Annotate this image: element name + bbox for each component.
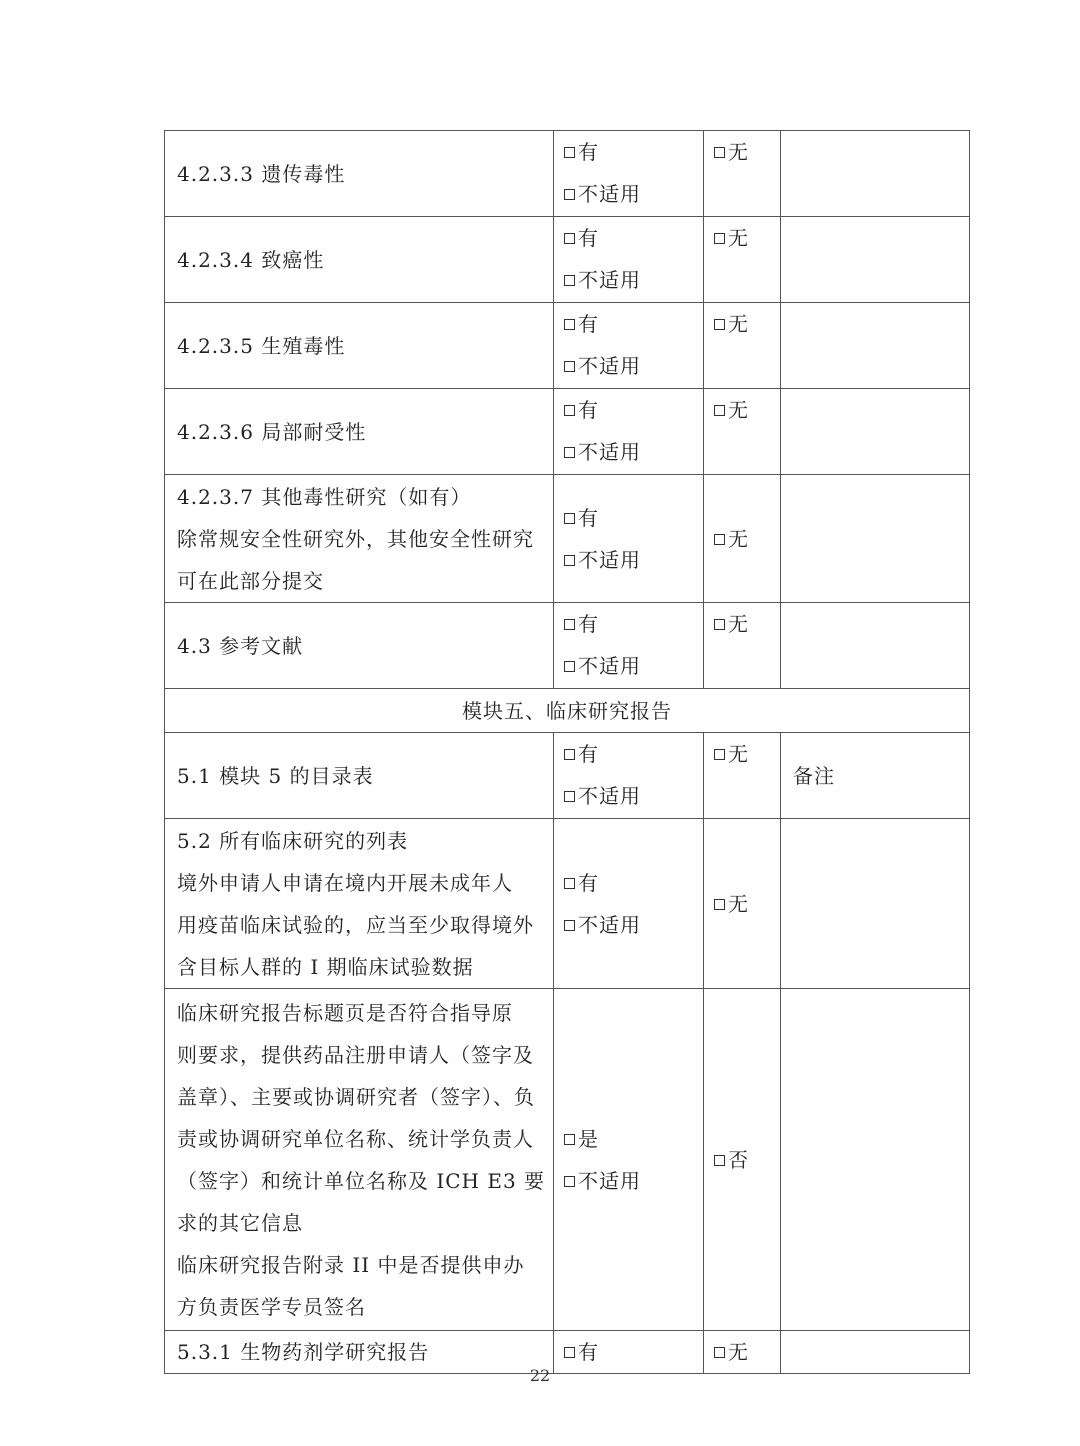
- item-cell: [165, 475, 554, 603]
- option-yes[interactable]: [564, 217, 693, 259]
- checkbox-icon: [564, 749, 575, 760]
- item-text: 4.2.3.6 局部耐受性: [177, 419, 367, 444]
- checkbox-icon: [564, 513, 575, 524]
- option-not-applicable[interactable]: [564, 345, 693, 387]
- option-yes[interactable]: [564, 1118, 693, 1160]
- option-no[interactable]: [714, 883, 770, 925]
- option-label: 无: [728, 891, 749, 916]
- checkbox-icon: [564, 555, 575, 566]
- table-row: [165, 303, 970, 389]
- table-row: [165, 131, 970, 217]
- note-cell: [781, 475, 970, 603]
- item-text: 用疫苗临床试验的，应当至少取得境外: [177, 912, 534, 937]
- option-cell: [554, 217, 704, 303]
- option-label: 无: [728, 398, 749, 422]
- checkbox-icon: [714, 619, 725, 630]
- option-label: 无: [728, 226, 749, 250]
- option-label: 无: [728, 1340, 749, 1364]
- item-text: 求的其它信息: [177, 1210, 303, 1235]
- option-yes[interactable]: [564, 603, 693, 645]
- option-not-applicable[interactable]: [564, 173, 693, 215]
- option-label: 无: [728, 140, 749, 164]
- option-not-applicable[interactable]: [564, 539, 693, 581]
- checkbox-icon: [564, 619, 575, 630]
- item-text: 临床研究报告标题页是否符合指导原: [177, 1000, 513, 1025]
- table-row: [165, 603, 970, 689]
- item-text: （签字）和统计单位名称及 ICH E3 要: [177, 1168, 546, 1193]
- option-no[interactable]: [714, 518, 770, 560]
- checkbox-icon: [564, 447, 575, 458]
- note-cell: [781, 217, 970, 303]
- option-cell: [554, 603, 704, 689]
- option-label: 无: [728, 526, 749, 551]
- checkbox-icon: [714, 319, 725, 330]
- option-cell: [704, 475, 781, 603]
- option-cell: [704, 603, 781, 689]
- table-row: [165, 389, 970, 475]
- option-label: 有: [578, 612, 599, 636]
- checkbox-icon: [564, 1347, 575, 1358]
- option-yes[interactable]: [564, 733, 693, 775]
- option-label: 不适用: [578, 182, 641, 206]
- checkbox-icon: [714, 147, 725, 158]
- option-label: 不适用: [578, 654, 641, 678]
- checkbox-icon: [564, 189, 575, 200]
- table-row: [165, 989, 970, 1331]
- option-cell: [554, 131, 704, 217]
- checkbox-icon: [564, 147, 575, 158]
- checkbox-icon: [714, 1155, 725, 1166]
- option-label: 不适用: [578, 547, 641, 572]
- option-no[interactable]: [714, 733, 770, 775]
- option-label: 无: [728, 312, 749, 336]
- checkbox-icon: [564, 661, 575, 672]
- checkbox-icon: [714, 405, 725, 416]
- option-no[interactable]: [714, 1139, 770, 1181]
- option-label: 不适用: [578, 784, 641, 808]
- option-not-applicable[interactable]: [564, 904, 693, 946]
- checkbox-icon: [564, 319, 575, 330]
- option-cell: [704, 131, 781, 217]
- item-text: 4.2.3.7 其他毒性研究（如有）: [177, 484, 472, 509]
- checkbox-icon: [564, 405, 575, 416]
- option-no[interactable]: [714, 303, 770, 345]
- table-row: [165, 819, 970, 989]
- note-cell: [781, 819, 970, 989]
- option-label: 不适用: [578, 440, 641, 464]
- option-label: 无: [728, 612, 749, 636]
- note-cell: [781, 131, 970, 217]
- item-text: 则要求，提供药品注册申请人（签字及: [177, 1042, 534, 1067]
- checkbox-icon: [564, 233, 575, 244]
- option-cell: [554, 303, 704, 389]
- checkbox-icon: [714, 233, 725, 244]
- table-row: [165, 733, 970, 819]
- checkbox-icon: [564, 920, 575, 931]
- note-cell: [781, 303, 970, 389]
- checkbox-icon: [564, 275, 575, 286]
- option-not-applicable[interactable]: [564, 259, 693, 301]
- item-text: 方负责医学专员签名: [177, 1294, 366, 1319]
- option-cell: [704, 303, 781, 389]
- note-cell: [781, 989, 970, 1331]
- checklist-table: [164, 130, 970, 1374]
- note-cell: [781, 603, 970, 689]
- checkbox-icon: [564, 1134, 575, 1145]
- item-text: 临床研究报告附录 II 中是否提供申办: [177, 1252, 525, 1277]
- item-text: 含目标人群的 I 期临床试验数据: [177, 954, 474, 979]
- checkbox-icon: [564, 791, 575, 802]
- option-cell: [554, 389, 704, 475]
- option-label: 是: [578, 1126, 599, 1151]
- option-cell: [704, 989, 781, 1331]
- option-label: 有: [578, 312, 599, 336]
- option-label: 有: [578, 140, 599, 164]
- option-cell: [554, 733, 704, 819]
- option-label: 有: [578, 742, 599, 766]
- checkbox-icon: [564, 361, 575, 372]
- option-not-applicable[interactable]: [564, 775, 693, 817]
- option-not-applicable[interactable]: [564, 645, 693, 687]
- section-header-row: [165, 689, 970, 733]
- note-cell: 备注: [781, 733, 970, 819]
- checkbox-icon: [714, 534, 725, 545]
- option-label: 无: [728, 742, 749, 766]
- note-cell: [781, 389, 970, 475]
- option-label: 有: [578, 398, 599, 422]
- item-text: 4.2.3.3 遗传毒性: [177, 161, 346, 186]
- checkbox-icon: [564, 1176, 575, 1187]
- option-yes[interactable]: [564, 389, 693, 431]
- option-yes[interactable]: [564, 131, 693, 173]
- option-label: 不适用: [578, 912, 641, 937]
- item-cell: [165, 217, 554, 303]
- item-cell: [165, 819, 554, 989]
- option-cell: [704, 217, 781, 303]
- option-no[interactable]: [714, 131, 770, 173]
- option-cell: [554, 475, 704, 603]
- item-text: 境外申请人申请在境内开展未成年人: [177, 870, 513, 895]
- item-cell: [165, 389, 554, 475]
- table-row: [165, 475, 970, 603]
- option-cell: [704, 389, 781, 475]
- option-yes[interactable]: [564, 303, 693, 345]
- option-cell: [704, 733, 781, 819]
- item-cell: [165, 131, 554, 217]
- option-no[interactable]: [714, 217, 770, 259]
- checkbox-icon: [714, 749, 725, 760]
- option-not-applicable[interactable]: [564, 1160, 693, 1202]
- item-cell: [165, 733, 554, 819]
- option-label: 不适用: [578, 1168, 641, 1193]
- item-cell: [165, 989, 554, 1331]
- item-text: 5.1 模块 5 的目录表: [177, 763, 374, 788]
- item-text: 4.2.3.4 致癌性: [177, 247, 325, 272]
- option-cell: [554, 989, 704, 1331]
- item-text: 4.2.3.5 生殖毒性: [177, 333, 346, 358]
- option-label: 否: [728, 1147, 749, 1172]
- page-number: 22: [529, 1366, 551, 1385]
- checkbox-icon: [714, 1347, 725, 1358]
- item-text: 责或协调研究单位名称、统计学负责人: [177, 1126, 534, 1151]
- option-cell: [704, 819, 781, 989]
- option-cell: [554, 819, 704, 989]
- item-text: 除常规安全性研究外，其他安全性研究: [177, 526, 534, 551]
- item-text: 4.3 参考文献: [177, 633, 304, 658]
- item-cell: [165, 303, 554, 389]
- table-row: [165, 217, 970, 303]
- section-title: 模块五、临床研究报告: [165, 689, 970, 733]
- option-no[interactable]: [714, 389, 770, 431]
- option-not-applicable[interactable]: [564, 431, 693, 473]
- checkbox-icon: [564, 878, 575, 889]
- checkbox-icon: [714, 899, 725, 910]
- item-text: 5.3.1 生物药剂学研究报告: [177, 1340, 430, 1364]
- option-label: 不适用: [578, 354, 641, 378]
- option-label: 有: [578, 226, 599, 250]
- item-text: 5.2 所有临床研究的列表: [177, 828, 409, 853]
- option-label: 有: [578, 870, 599, 895]
- option-label: 不适用: [578, 268, 641, 292]
- item-cell: [165, 603, 554, 689]
- option-yes[interactable]: [564, 497, 693, 539]
- option-label: 有: [578, 1340, 599, 1364]
- option-no[interactable]: [714, 603, 770, 645]
- item-text: 可在此部分提交: [177, 568, 324, 593]
- option-label: 有: [578, 505, 599, 530]
- option-yes[interactable]: [564, 862, 693, 904]
- item-text: 盖章）、主要或协调研究者（签字）、负: [177, 1084, 535, 1109]
